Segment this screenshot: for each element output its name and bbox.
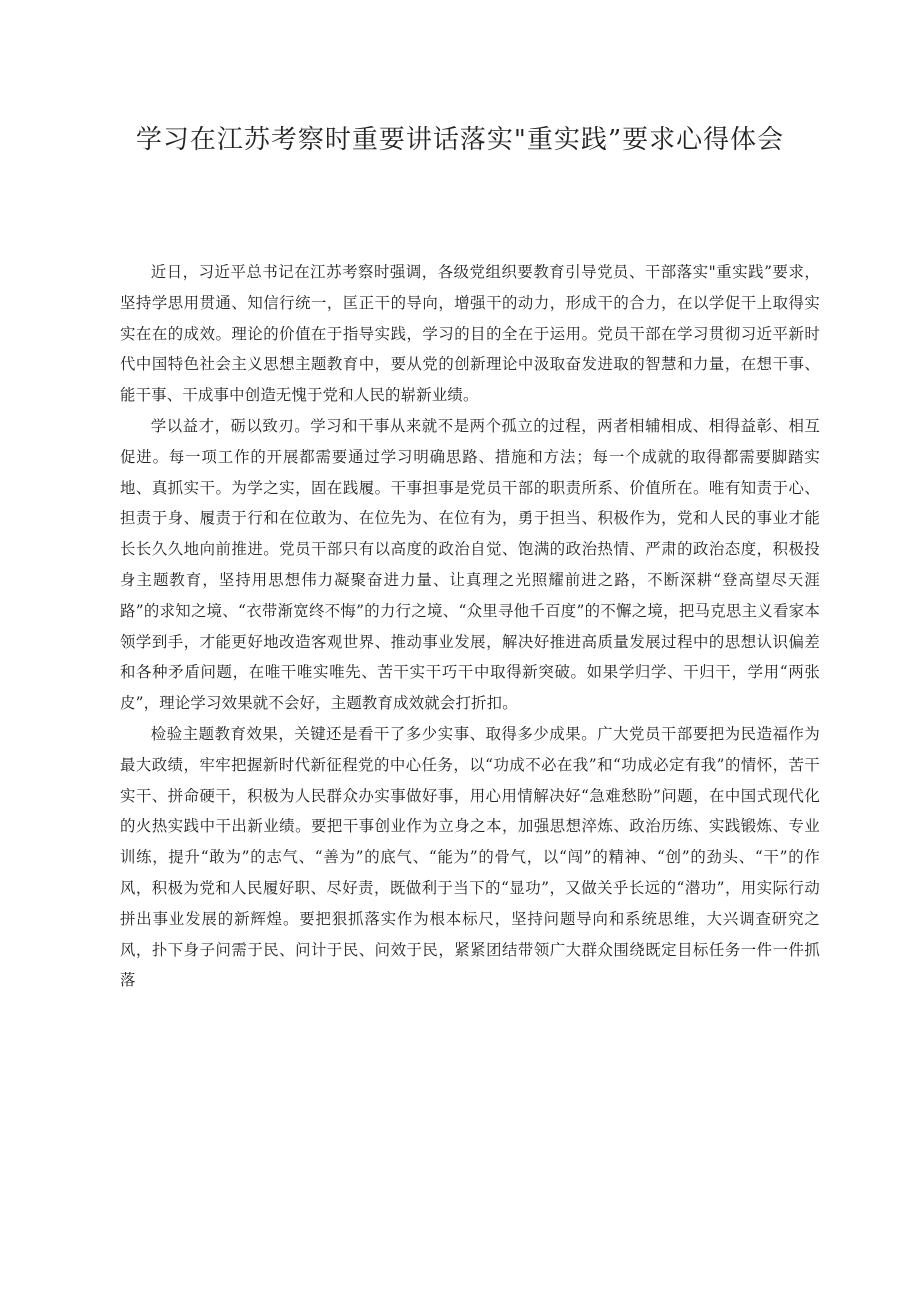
paragraph-3: 检验主题教育效果，关键还是看干了多少实事、取得多少成果。广大党员干部要把为民造福作为最大政绩，牢牢把握新时代新征程党的中心任务，以“功成不必在我”和“功成必定有我”的情怀，苦干实干、拼命硬干，积极为人民群众办实事做好事，用心用情解决好“急难愁盼”问题，在中国式现代化的火热实践中干出新业绩。要把干事创业作为立身之本，加强思想淬炼、政治历练、实践锻炼、专业训练，提升“敢为”的志气、“善为”的底气、“能为”的骨气，以“闯”的精神、“创”的劲头、“干”的作风，积极为党和人民履好职、尽好责，既做利于当下的“显功”，又做关乎长远的“潜功”，用实际行动拼出事业发展的新辉煌。要把狠抓落实作为根本标尺，坚持问题导向和系统思维，大兴调查研究之风，扑下身子问需于民、问计于民、问效于民，紧紧团结带领广大群众围绕既定目标任务一件一件抓落 [120,724,820,990]
document-title: 学习在江苏考察时重要讲话落实"重实践”要求心得体会 [135,125,785,155]
paragraph-1: 近日，习近平总书记在江苏考察时强调，各级党组织要教育引导党员、干部落实"重实践”要求，坚持学思用贯通、知信行统一，匡正干的导向，增强干的动力，形成干的合力，在以学促干上取得实实在在的成效。理论的价值在于指导实践，学习的目的全在于运用。党员干部在学习贯彻习近平新时代中国特色社会主义思想主题教育中，要从党的创新理论中汲取奋发进取的智慧和力量，在想干事、能干事、干成事中创造无愧于党和人民的崭新业绩。 [120,263,820,405]
document-body [120,257,820,996]
paragraph-2: 学以益才，砺以致刃。学习和干事从来就不是两个孤立的过程，两者相辅相成、相得益彰、相互促进。每一项工作的开展都需要通过学习明确思路、措施和方法；每一个成就的取得都需要脚踏实地、真抓实干。为学之实，固在践履。干事担事是党员干部的职责所系、价值所在。唯有知责于心、担责于身、履责于行和在位敢为、在位先为、在位有为，勇于担当、积极作为，党和人民的事业才能长长久久地向前推进。党员干部只有以高度的政治自觉、饱满的政治热情、严肃的政治态度，积极投身主题教育，坚持用思想伟力凝聚奋进力量、让真理之光照耀前进之路，不断深耕“登高望尽天涯路”的求知之境、“衣带渐宽终不悔”的力行之境、“众里寻他千百度”的不懈之境，把马克思主义看家本领学到手，才能更好地改造客观世界、推动事业发展，解决好推进高质量发展过程中的思想认识偏差和各种矛盾问题，在唯干唯实唯先、苦干实干巧干中取得新突破。如果学归学、干归干，学用“两张皮”，理论学习效果就不会好，主题教育成效就会打折扣。 [120,416,820,713]
